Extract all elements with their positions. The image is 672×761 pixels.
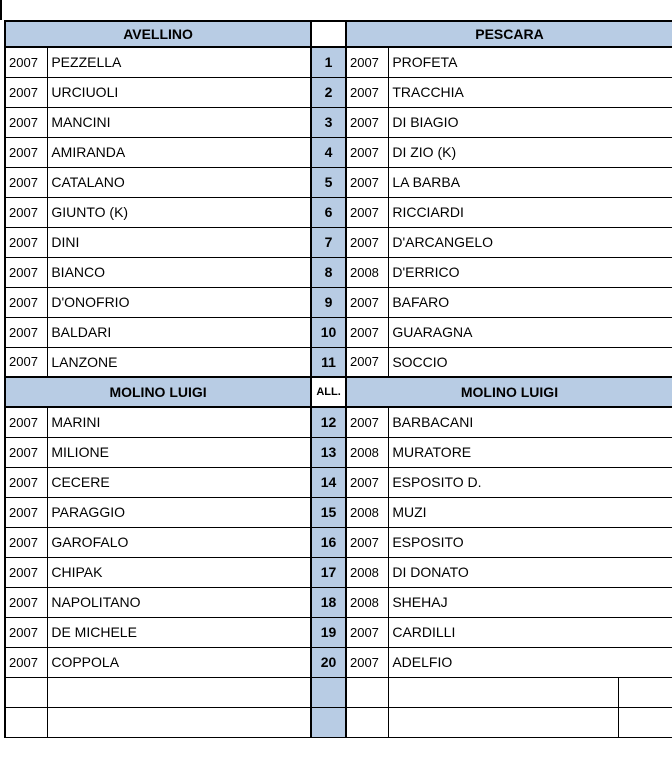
shirt-number: 20: [311, 647, 346, 677]
player-row: [5, 287, 672, 317]
right-player-name[interactable]: CARDILLI: [389, 617, 672, 647]
empty-cell[interactable]: [5, 677, 48, 707]
right-player-year[interactable]: 2007: [346, 527, 389, 557]
shirt-number: 5: [311, 167, 346, 197]
left-player-year[interactable]: 2007: [5, 527, 48, 557]
empty-row: [5, 677, 672, 707]
left-player-year[interactable]: 2007: [5, 497, 48, 527]
left-player-year[interactable]: 2007: [5, 227, 48, 257]
left-player-year[interactable]: 2007: [5, 617, 48, 647]
left-player-year[interactable]: 2007: [5, 107, 48, 137]
right-player-name[interactable]: TRACCHIA: [389, 77, 672, 107]
left-player-name[interactable]: CATALANO: [48, 167, 311, 197]
right-player-year[interactable]: 2007: [346, 107, 389, 137]
player-row: [5, 167, 672, 197]
right-player-year[interactable]: 2008: [346, 497, 389, 527]
shirt-number: 3: [311, 107, 346, 137]
left-player-name[interactable]: MARINI: [48, 407, 311, 437]
right-player-name[interactable]: GUARAGNA: [389, 317, 672, 347]
right-player-name[interactable]: PROFETA: [389, 47, 672, 77]
left-player-name[interactable]: GIUNTO (K): [48, 197, 311, 227]
left-player-name[interactable]: BALDARI: [48, 317, 311, 347]
player-row: [5, 137, 672, 167]
right-player-name[interactable]: DI BIAGIO: [389, 107, 672, 137]
left-player-year[interactable]: 2007: [5, 437, 48, 467]
right-coach-name[interactable]: MOLINO LUIGI: [346, 377, 672, 407]
player-row: [5, 437, 672, 467]
right-player-year[interactable]: 2008: [346, 257, 389, 287]
top-empty-row: [0, 0, 672, 20]
player-row: [5, 497, 672, 527]
player-row: [5, 257, 672, 287]
player-row: [5, 407, 672, 437]
player-row: [5, 317, 672, 347]
player-row: [5, 587, 672, 617]
shirt-number: 10: [311, 317, 346, 347]
right-player-year[interactable]: 2007: [346, 77, 389, 107]
right-player-year[interactable]: 2008: [346, 437, 389, 467]
shirt-number: 8: [311, 257, 346, 287]
left-player-year[interactable]: 2007: [5, 347, 48, 377]
left-player-year[interactable]: 2007: [5, 77, 48, 107]
left-player-name[interactable]: PEZZELLA: [48, 47, 311, 77]
right-player-name[interactable]: MURATORE: [389, 437, 672, 467]
right-player-name[interactable]: MUZI: [389, 497, 672, 527]
player-row: [5, 347, 672, 377]
right-player-name[interactable]: ESPOSITO D.: [389, 467, 672, 497]
left-player-name[interactable]: BIANCO: [48, 257, 311, 287]
right-player-name[interactable]: RICCIARDI: [389, 197, 672, 227]
shirt-number: 7: [311, 227, 346, 257]
left-player-year[interactable]: 2007: [5, 197, 48, 227]
shirt-number: 14: [311, 467, 346, 497]
coach-row: [5, 377, 672, 407]
left-coach-name[interactable]: MOLINO LUIGI: [5, 377, 311, 407]
right-player-year[interactable]: 2008: [346, 587, 389, 617]
player-row: [5, 467, 672, 497]
right-player-year[interactable]: 2007: [346, 407, 389, 437]
shirt-number: 12: [311, 407, 346, 437]
lineup-table: [4, 20, 672, 738]
left-player-year[interactable]: 2007: [5, 587, 48, 617]
right-player-year[interactable]: 2007: [346, 317, 389, 347]
right-player-name[interactable]: DI ZIO (K): [389, 137, 672, 167]
left-player-year[interactable]: 2007: [5, 287, 48, 317]
shirt-number: 15: [311, 497, 346, 527]
left-team-name[interactable]: AVELLINO: [5, 21, 311, 47]
shirt-number: 18: [311, 587, 346, 617]
shirt-number: 2: [311, 77, 346, 107]
right-player-year[interactable]: 2007: [346, 227, 389, 257]
player-row: [5, 107, 672, 137]
right-player-name[interactable]: BARBACANI: [389, 407, 672, 437]
left-player-name[interactable]: CECERE: [48, 467, 311, 497]
left-player-name[interactable]: LANZONE: [48, 347, 311, 377]
right-player-name[interactable]: DI DONATO: [389, 557, 672, 587]
left-player-year[interactable]: 2007: [5, 407, 48, 437]
left-player-name[interactable]: MILIONE: [48, 437, 311, 467]
player-row: [5, 197, 672, 227]
right-player-year[interactable]: 2007: [346, 647, 389, 677]
left-player-name[interactable]: DINI: [48, 227, 311, 257]
empty-cell[interactable]: [389, 677, 619, 707]
left-player-year[interactable]: 2007: [5, 257, 48, 287]
left-player-name[interactable]: AMIRANDA: [48, 137, 311, 167]
player-row: [5, 47, 672, 77]
right-player-year[interactable]: 2007: [346, 287, 389, 317]
player-row: [5, 557, 672, 587]
right-player-year[interactable]: 2007: [346, 137, 389, 167]
left-player-year[interactable]: 2007: [5, 137, 48, 167]
empty-cell[interactable]: [619, 707, 672, 737]
shirt-number: 16: [311, 527, 346, 557]
left-player-year[interactable]: 2007: [5, 317, 48, 347]
shirt-number: 9: [311, 287, 346, 317]
player-row: [5, 527, 672, 557]
left-player-year[interactable]: 2007: [5, 647, 48, 677]
left-player-name[interactable]: DE MICHELE: [48, 617, 311, 647]
header-spacer: [311, 21, 346, 47]
left-player-name[interactable]: URCIUOLI: [48, 77, 311, 107]
left-player-year[interactable]: 2007: [5, 47, 48, 77]
empty-number-cell: [311, 707, 346, 737]
left-player-name[interactable]: D'ONOFRIO: [48, 287, 311, 317]
player-row: [5, 227, 672, 257]
left-player-name[interactable]: CHIPAK: [48, 557, 311, 587]
right-player-name[interactable]: D'ARCANGELO: [389, 227, 672, 257]
empty-cell[interactable]: [389, 707, 619, 737]
empty-cell[interactable]: [5, 707, 48, 737]
right-player-year[interactable]: 2007: [346, 617, 389, 647]
empty-cell[interactable]: [619, 677, 672, 707]
shirt-number: 13: [311, 437, 346, 467]
right-player-year[interactable]: 2007: [346, 47, 389, 77]
left-player-year[interactable]: 2007: [5, 167, 48, 197]
right-player-name[interactable]: ESPOSITO: [389, 527, 672, 557]
shirt-number: 17: [311, 557, 346, 587]
shirt-number: 11: [311, 347, 346, 377]
team-header-row: [5, 21, 672, 47]
right-player-year[interactable]: 2008: [346, 557, 389, 587]
left-player-year[interactable]: 2007: [5, 467, 48, 497]
shirt-number: 19: [311, 617, 346, 647]
empty-cell[interactable]: [48, 677, 311, 707]
empty-cell[interactable]: [346, 677, 389, 707]
right-player-year[interactable]: 2007: [346, 467, 389, 497]
player-row: [5, 77, 672, 107]
right-player-name[interactable]: ADELFIO: [389, 647, 672, 677]
right-player-year[interactable]: 2007: [346, 347, 389, 377]
empty-row: [5, 707, 672, 737]
left-player-name[interactable]: MANCINI: [48, 107, 311, 137]
right-team-name[interactable]: PESCARA: [346, 21, 672, 47]
player-row: [5, 647, 672, 677]
left-player-year[interactable]: 2007: [5, 557, 48, 587]
left-player-name[interactable]: NAPOLITANO: [48, 587, 311, 617]
right-player-name[interactable]: SHEHAJ: [389, 587, 672, 617]
right-player-name[interactable]: D'ERRICO: [389, 257, 672, 287]
empty-cell[interactable]: [48, 707, 311, 737]
right-player-year[interactable]: 2007: [346, 167, 389, 197]
right-player-name[interactable]: LA BARBA: [389, 167, 672, 197]
empty-number-cell: [311, 677, 346, 707]
left-player-name[interactable]: COPPOLA: [48, 647, 311, 677]
shirt-number: 4: [311, 137, 346, 167]
empty-cell[interactable]: [346, 707, 389, 737]
shirt-number: 1: [311, 47, 346, 77]
left-player-name[interactable]: PARAGGIO: [48, 497, 311, 527]
coach-label: ALL.: [311, 377, 346, 407]
right-player-name[interactable]: BAFARO: [389, 287, 672, 317]
left-player-name[interactable]: GAROFALO: [48, 527, 311, 557]
right-player-year[interactable]: 2007: [346, 197, 389, 227]
shirt-number: 6: [311, 197, 346, 227]
player-row: [5, 617, 672, 647]
right-player-name[interactable]: SOCCIO: [389, 347, 672, 377]
